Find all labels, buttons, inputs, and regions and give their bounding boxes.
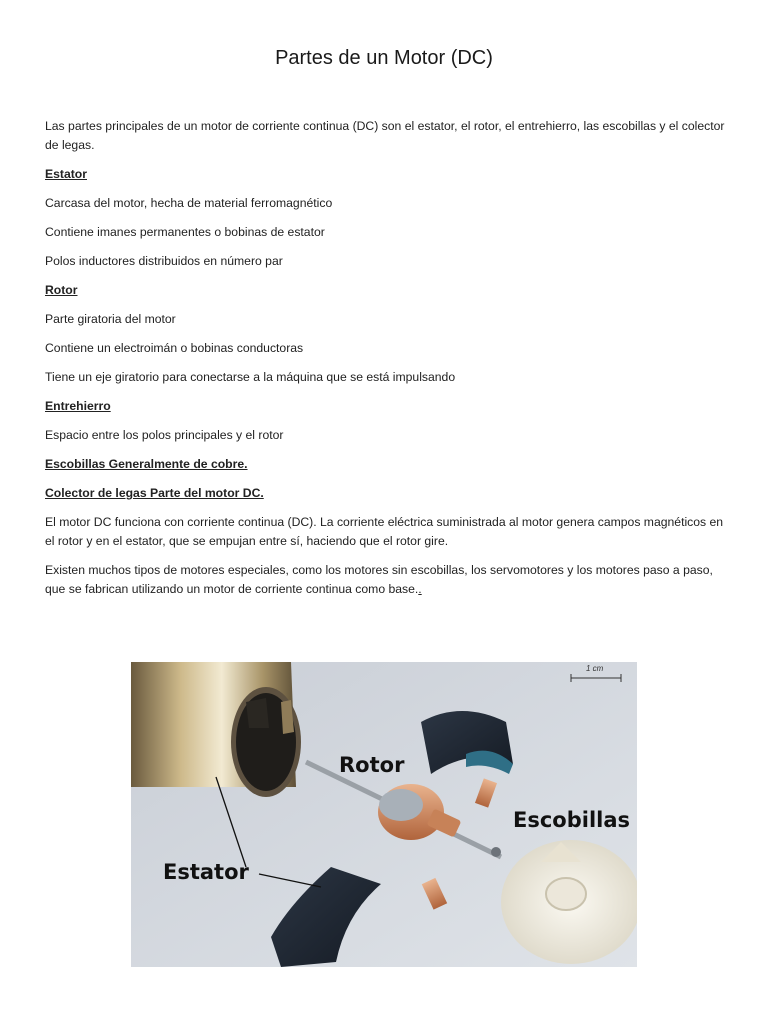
estator-item: Carcasa del motor, hecha de material ferromagnético [45, 196, 333, 210]
rotor-item: Parte giratoria del motor [45, 312, 176, 326]
estator-item: Contiene imanes permanentes o bobinas de estator [45, 225, 325, 239]
escobillas-heading: Escobillas Generalmente de cobre. [45, 457, 248, 471]
special-motors-text: Existen muchos tipos de motores especiales, como los motores sin escobillas, los servomotores y los motores paso a paso, que se fabrican utilizando un motor de corriente continua como base. [45, 563, 713, 596]
estator-item: Polos inductores distribuidos en número par [45, 254, 283, 268]
rotor-item: Tiene un eje giratorio para conectarse a la máquina que se está impulsando [45, 370, 456, 384]
special-motors-paragraph [45, 561, 725, 599]
document-body [45, 117, 725, 609]
motor-parts-photo [131, 662, 637, 967]
end-cap [501, 840, 637, 964]
underlined-period: . [418, 582, 422, 596]
document-title: Partes de un Motor (DC) [275, 47, 493, 69]
colector-heading: Colector de legas Parte del motor DC. [45, 486, 264, 500]
rotor-label: Rotor [339, 753, 405, 777]
escobillas-label: Escobillas [513, 808, 631, 832]
entrehierro-heading: Entrehierro [45, 399, 111, 413]
entrehierro-item: Espacio entre los polos principales y el rotor [45, 428, 284, 442]
estator-heading: Estator [45, 167, 87, 181]
intro-paragraph: Las partes principales de un motor de corriente continua (DC) son el estator, el rotor, el entrehierro, las escobillas y el colector de legas. [45, 119, 725, 152]
scale-label: 1 cm [586, 664, 604, 673]
rotor-item: Contiene un electroimán o bobinas conductoras [45, 341, 304, 355]
rotor-heading: Rotor [45, 283, 78, 297]
motor-parts-illustration [131, 662, 637, 967]
estator-label: Estator [163, 860, 249, 884]
stator-housing [131, 662, 301, 797]
motor-function-paragraph: El motor DC funciona con corriente continua (DC). La corriente eléctrica suministrada al motor genera campos magnéticos en el rotor y en el estator, que se empujan entre sí, haciendo que el rotor gire. [45, 515, 724, 548]
